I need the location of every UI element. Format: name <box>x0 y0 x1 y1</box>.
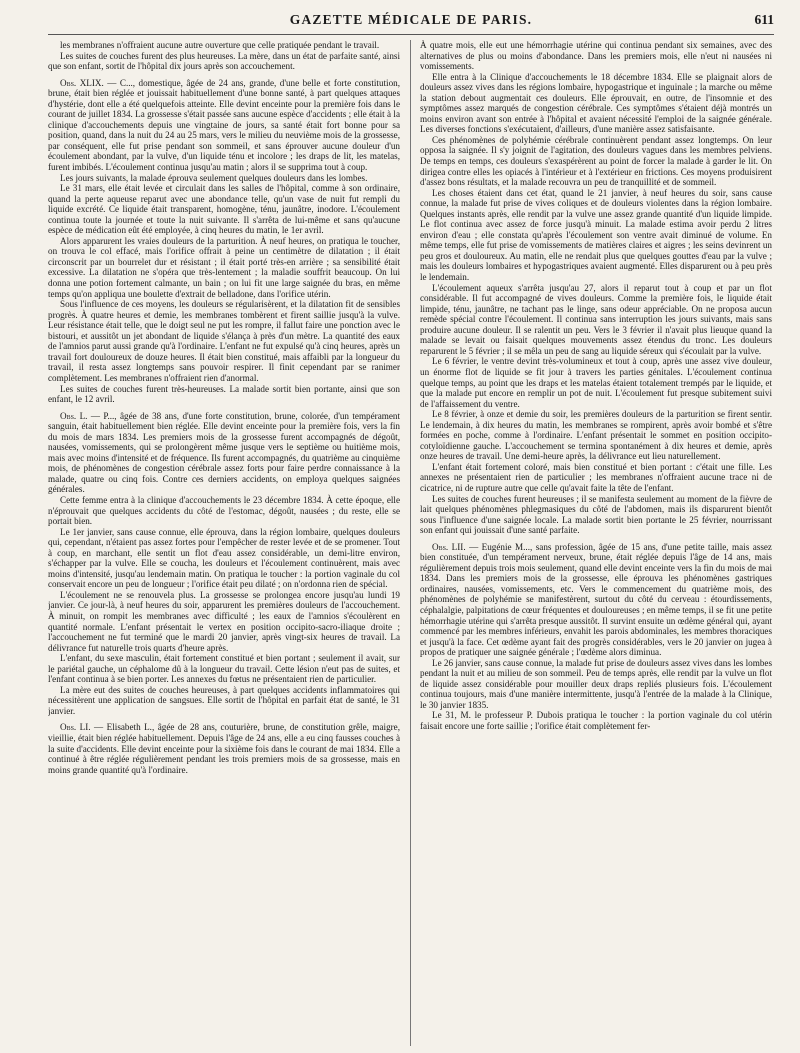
paragraph <box>48 495 400 527</box>
observation-heading: Obs. XLIX. — <box>60 77 117 88</box>
paragraph-text: Les suites de couches furent des plus heureuses. La mère, dans un état de parfaite santé, ainsi que son enfant, sortit de l'hôpital dix jours après son accouchement. <box>48 50 400 72</box>
paragraph <box>48 685 400 717</box>
paragraph-text: Les choses étaient dans cet état, quand le 21 janvier, à neuf heures du soir, sans cause connue, la malade fut prise de vives coliques et de douleurs violentes dans la région lombaire. Quelques instants après, elle rendit par la vulve une assez grande quantité d'un liquide limpide. Le flot continua avec assez de force jusqu'à minuit. La malade estima avoir perdu 2 litres environ d'eau ; elle constata qu'après l'écoulement son ventre avait diminué de volume. En même temps, elle fut prise de vomissements de matières claires et aigres ; les seins devinrent un peu gros et douloureux. Au matin, elle ne rendait plus que quelques gouttes d'eau par la vulve ; mais les douleurs lombaires et hypogastriques avaient augmenté. Elles disparurent ou à peu près le lendemain. <box>420 187 772 283</box>
paragraph <box>48 236 400 299</box>
paragraph-text: Sous l'influence de ces moyens, les douleurs se régularisèrent, et la dilatation fit de sensibles progrès. À quatre heures et demie, les membranes tombèrent et firent saillie jusqu'à la vulve. Leur résistance était telle, que le doigt seul ne put les rompre, il fallut faire une ponction avec le bistouri, et aussitôt un jet abondant de liquide s'élança à près d'un mètre. La quantité des eaux de l'amnios parut aussi grande qu'à l'ordinaire. L'enfant ne fut expulsé qu'à cinq heures, après un travail fort douloureux de douze heures. Il était bien constitué, mais affaibli par la longueur du travail, il resta assez longtemps sans pouvoir respirer. Il finit cependant par se ranimer complètement. Les membranes n'offraient rien d'anormal. <box>48 299 400 383</box>
paragraph-text: C..., domestique, âgée de 24 ans, grande, d'une belle et forte constitution, brune, était bien réglée et jouissait habituellement d'une bonne santé, à part quelques attaques d'hystérie, dont elle a été quelquefois atteinte. Elle devint enceinte pour la première fois dans le courant de juillet 1834. La grossesse s'était passée sans aucune espèce d'accidents ; elle était à la clinique d'accouchements depuis une vingtaine de jours, sa santé était fort bonne pour sa position, quand, dans la nuit du 24 au 25 mars, vers le milieu du neuvième mois de la grossesse, par conséquent, elle fut prise pendant son sommeil, et sans éprouver aucune douleur d'un écoulement abondant, par la vulve, d'un liquide ténu et incolore ; les draps de lit, les matelas, furent imbibés. L'écoulement continua jusqu'au matin ; alors il se supprima tout à coup. <box>48 77 400 173</box>
paragraph-text: L'écoulement ne se renouvela plus. La grossesse se prolongea encore jusqu'au lundi 19 janvier. Ce jour-là, à neuf heures du soir, apparurent les premières douleurs de l'accouchement. À minuit, on rompit les membranes avec difficulté ; les eaux de l'amnios s'écoulèrent en quantité normale. L'enfant présentait le vertex en position occipito-sacro-iliaque droite ; l'accouchement ne fut terminé que le mardi 20 janvier, après vingt-six heures de travail. La délivrance fut naturelle trois quarts d'heure après. <box>48 589 400 653</box>
paragraph <box>48 384 400 405</box>
paragraph-text: L'enfant, du sexe masculin, était fortement constitué et bien portant ; seulement il avait, sur le pariétal gauche, un céphalome dû à la longueur du travail. Cette lésion n'eut pas de suites, et l'enfant continua à se bien porter. Les annexes du fœtus ne présentaient rien de particulier. <box>48 653 400 685</box>
observation-paragraph <box>48 78 400 173</box>
paragraph <box>48 299 400 383</box>
paragraph-text: Eugénie M..., sans profession, âgée de 15 ans, d'une petite taille, mais assez bien constituée, d'un tempérament nerveux, brune, était réglée depuis l'âge de 14 ans, mais régulièrement depuis trois mois seulement, quand elle devint enceinte vers la fin du mois de mai 1834. Dans les premiers mois de la grossesse, elle éprouva les phénomènes gastriques ordinaires, nausées, vomissements, etc. Vers le commencement du quatrième mois, des phénomènes de polyhémie se manifestèrent, surtout du côté du cerveau : étourdissements, céphalalgie, palpitations de cœur fréquentes et douloureuses ; en même temps, il se fit une petite hémorrhagie utérine qui s'arrêta presque aussitôt. Il survint ensuite un œdème général qui, ayant commencé par les membres inférieurs, envahit les parois abdominales, les membres thoraciques et jusqu'à la face. Cet œdème ayant fait des progrès considérables, vers le 20 janvier on jugea à propos de pratiquer une saignée générale ; l'œdème alors diminua. <box>420 541 772 658</box>
paragraph-text: Les jours suivants, la malade éprouva seulement quelques douleurs dans les lombes. <box>60 172 368 183</box>
paragraph <box>48 653 400 685</box>
paragraph-text: La mère eut des suites de couches heureuses, à part quelques accidents inflammatoires qui nécessitèrent une application de sangsues. Elle sortit de l'hôpital en parfait état de santé, le 31 janvier. <box>48 684 400 716</box>
page-number: 611 <box>754 12 774 27</box>
paragraph <box>420 658 772 711</box>
paragraph-text: L'enfant était fortement coloré, mais bien constitué et bien portant : c'était une fille. Les annexes ne présentaient rien de particulier ; les membranes n'offraient aucune trace ni de cicatrice, ni de rupture autre que celle qu'avait faite la tête de l'enfant. <box>420 461 772 493</box>
paragraph-text: Le 1er janvier, sans cause connue, elle éprouva, dans la région lombaire, quelques douleurs qui, cependant, n'étaient pas assez fortes pour l'empêcher de rester levée et de se promener. Tout à coup, en marchant, elle sentit un flot d'eau assez considérable, un demi-litre environ, s'échapper par la vulve. Elle se coucha, les douleurs et l'écoulement continuèrent, mais avec moins d'intensité, jusqu'au lendemain matin. On pratiqua le toucher : la portion vaginale du col conservait encore un peu de longueur ; l'orifice était peu dilaté ; on n'ordonna rien de spécial. <box>48 526 400 590</box>
paragraph-text: Alors apparurent les vraies douleurs de la parturition. À neuf heures, on pratiqua le toucher, on trouva le col effacé, mais l'orifice offrait à peine un centimètre de dilatation ; il était circonscrit par un bourrelet dur et résistant ; il était porté très-en arrière ; sa sensibilité était excessive. La dilatation ne s'opéra que très-lentement ; la maladie souffrit beaucoup. On lui donna une potion fortement calmante, un bain ; on lui fit une large saignée du bras, en même temps qu'on appliqua une boulette d'extrait de belladone, dans l'orifice utérin. <box>48 235 400 299</box>
paragraph-text: Le 31 mars, elle était levée et circulait dans les salles de l'hôpital, comme à son ordinaire, quand la perte aqueuse reparut avec une abondance telle, qu'un vase de nuit fut rempli du liquide excrété. Ce liquide était transparent, homogène, ténu, jaunâtre, inodore. L'écoulement continua toute la journée et toute la nuit suivante. Il s'arrêta de lui-même et sans qu'aucune espèce de médication eût été employée, à cinq heures du matin, le 1er avril. <box>48 183 400 236</box>
left-column <box>48 40 400 1048</box>
paragraph-text: les membranes n'offraient aucune autre ouverture que celle pratiquée pendant le travail. <box>60 40 380 50</box>
paragraph-text: L'écoulement aqueux s'arrêta jusqu'au 27, alors il reparut tout à coup et par un flot considérable. Il fut accompagné de vives douleurs. Comme la première fois, le liquide était limpide, ténu, jaunâtre, ne tachant pas le linge, sans odeur appréciable. On ne proposa aucun remède spécial contre l'écoulement. Il continua sans interruption les jours suivants, mais sans produire aucune douleur. Il se ralentit un peu. Vers le 3 février il n'avait plus lieuque quand la malade se levait ou faisait quelques mouvements assez étendus du tronc. Les douleurs reparurent le 5 février ; il se mêla un peu de sang au liquide séreux qui s'écoulait par la vulve. <box>420 282 772 356</box>
journal-title: GAZETTE MÉDICALE DE PARIS. <box>289 12 533 27</box>
paragraph <box>48 51 400 72</box>
observation-paragraph <box>48 411 400 495</box>
paragraph <box>420 409 772 462</box>
paragraph-text: Le 31, M. le professeur P. Dubois pratiqua le toucher : la portion vaginale du col utérin faisait encore une forte saillie ; l'orifice était complètement fer- <box>420 710 772 731</box>
paragraph <box>420 283 772 357</box>
paragraph <box>48 590 400 653</box>
paragraph <box>48 40 400 51</box>
paragraph-text: Le 8 février, à onze et demie du soir, les premières douleurs de la parturition se firent sentir. Le lendemain, à dix heures du matin, les membranes se rompirent, après avoir bombé et s'être formées en poche, comme à l'ordinaire. L'enfant présentait le sommet en position occipito-cotyloïdienne gauche. L'accouchement se termina spontanément à dix heures et demie, après onze heures de travail. Une demi-heure après, la délivrance eut lieu naturellement. <box>420 409 772 462</box>
paragraph <box>420 710 772 731</box>
paragraph-text: Le 26 janvier, sans cause connue, la malade fut prise de douleurs assez vives dans les lombes pendant la nuit et au milieu de son sommeil. Peu de temps après, elle rendit par la vulve un flot de liquide assez considérable pour mouiller deux draps repliés plusieurs fois. L'écoulement continua toujours, mais d'une manière intermittente, jusqu'à l'entrée de la malade à la Clinique, le 30 janvier 1835. <box>420 657 772 710</box>
observation-paragraph <box>48 722 400 775</box>
observation-heading: Obs. LI. — <box>60 722 104 733</box>
paragraph <box>420 494 772 536</box>
paragraph-text: Elisabeth L., âgée de 28 ans, couturière, brune, de constitution grêle, maigre, vieillie, était bien réglée habituellement. Depuis l'âge de 24 ans, elle a eu cinq fausses couches à la suite d'accidents. Elle devint enceinte pour la sixième fois dans le courant de mai 1834. Elle a continué à être réglée régulièrement pendant les trois premiers mois de sa grossesse, mais en moins grande quantité qu'à l'ordinaire. <box>48 722 400 775</box>
paragraph <box>420 188 772 283</box>
paragraph-text: P..., âgée de 38 ans, d'une forte constitution, brune, colorée, d'un tempérament sanguin, était habituellement bien réglée. Elle devint enceinte pour la première fois, vers la fin du mois de mars 1834. Les premiers mois de la grossesse furent accompagnés de dégoût, nausées, vomissements, qui se prolongèrent même jusque vers le septième ou huitième mois, mais avec moins d'intensité et de fréquence. Ils furent accompagnés, du quatrième au cinquième mois, de phénomènes de congestion cérébrale assez forts pour faire perdre connaissance à la malade, quatre ou cinq fois. Contre ces derniers accidents, on employa quelques saignées générales. <box>48 410 400 495</box>
paragraph <box>48 173 400 184</box>
observation-heading: Obs. LII. — <box>432 541 479 552</box>
paragraph <box>48 527 400 590</box>
paragraph <box>420 135 772 188</box>
paragraph-text: Les suites de couches furent très-heureuses. La malade sortit bien portante, ainsi que son enfant, le 12 avril. <box>48 383 400 405</box>
observation-heading: Obs. L. — <box>60 410 100 421</box>
paragraph <box>420 40 772 72</box>
paragraph-text: Ces phénomènes de polyhémie cérébrale continuèrent pendant assez longtemps. On leur opposa la saignée. Il s'y joignit de l'agitation, des douleurs vagues dans les membres pelviens. De temps en temps, ces douleurs s'exaspérèrent au point de forcer la malade à garder le lit. On dirigea contre elles les opiacés à l'intérieur et à l'extérieur en frictions. Ces moyens produisirent d'assez bons résultats, et la malade recouvra un peu de tranquillité et de sommeil. <box>420 134 772 188</box>
paragraph <box>420 356 772 409</box>
observation-paragraph <box>420 542 772 658</box>
paragraph-text: Cette femme entra à la clinique d'accouchements le 23 décembre 1834. À cette époque, elle n'éprouvait que quelques accidents du côté de l'estomac, dégoût, nausées ; du reste, elle se portait bien. <box>48 494 400 527</box>
right-column <box>420 40 772 1048</box>
paragraph-text: Elle entra à la Clinique d'accouchements le 18 décembre 1834. Elle se plaignait alors de douleurs assez vives dans les régions lombaire, hypogastrique et inguinale ; la marche ou même la station debout augmentait ces douleurs. Elle éprouvait, en outre, de l'insomnie et des symptômes assez marqués de congestion cérébrale. Ces symptômes s'étaient déjà montrés un moins environ avant son entrée à l'hôpital et avaient nécessité l'emploi de la saignée générale. Les diverses fonctions s'exécutaient, d'ailleurs, d'une manière assez satisfaisante. <box>420 71 772 135</box>
paragraph-text: Le 6 février, le ventre devint très-volumineux et tout à coup, après une assez vive douleur, un énorme flot de liquide se fit jour à travers les parties génitales. L'écoulement continua quelque temps, au point que les draps et les matelas étaient totalement trempés par le liquide, et que la malade put encore en remplir un pot de nuit. L'écoulement fut presque subitement suivi de l'affaissement du ventre. <box>420 356 772 409</box>
paragraph-text: Les suites de couches furent heureuses ; il se manifesta seulement au moment de la fièvre de lait quelques phénomènes phlegmasiques du côté de l'abdomen, mais ils disparurent bientôt sous l'influence d'une saignée locale. La malade sortit bien portante le 25 février, nourrissant son enfant qui jouissait d'une santé parfaite. <box>420 493 772 536</box>
paragraph <box>420 72 772 135</box>
paragraph <box>48 183 400 236</box>
column-divider <box>410 40 411 1046</box>
paragraph <box>420 462 772 494</box>
running-header <box>48 8 774 35</box>
paragraph-text: À quatre mois, elle eut une hémorrhagie utérine qui continua pendant six semaines, avec des alternatives de plus ou moins d'abondance. Dans les premiers mois, elle n'eut ni nausées ni vomissements. <box>420 40 772 72</box>
